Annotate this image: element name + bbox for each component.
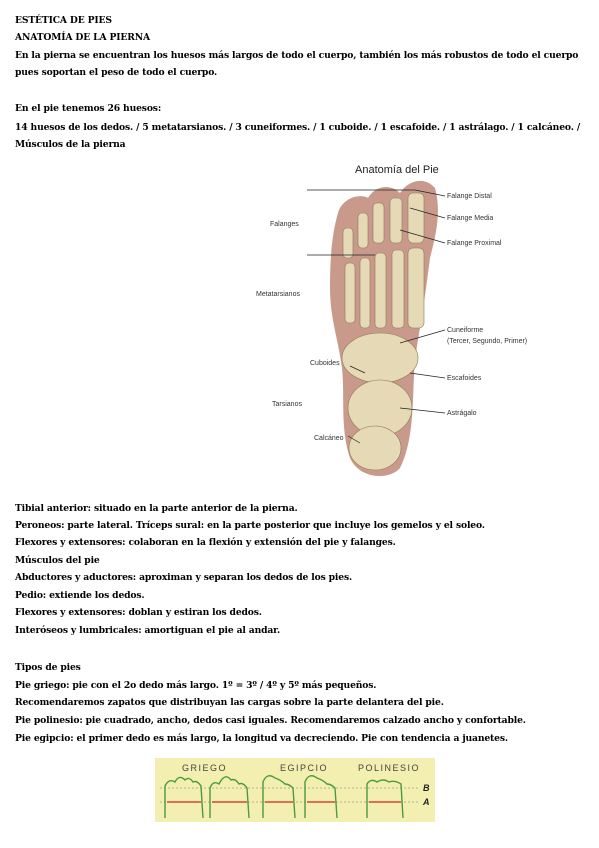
letter-a: A — [423, 797, 430, 807]
foot-bones-heading: En el pie tenemos 26 huesos: — [15, 103, 162, 114]
label-polinesio: POLINESIO — [358, 763, 421, 773]
label-cuneiforme: Cuneiforme — [447, 327, 484, 334]
doc-subtitle: ANATOMÍA DE LA PIERNA — [15, 32, 150, 43]
label-escafoides: Escafoides — [447, 375, 482, 382]
anatomy-title: Anatomía del Pie — [355, 164, 439, 176]
foot-types-figure — [155, 758, 435, 822]
label-astragalo: Astrágalo — [447, 410, 477, 417]
type-line-1: Pie griego: pie con el 2o dedo más largo. 1º = 3º / 4º y 5º más pequeños. — [15, 680, 377, 691]
label-falange-media: Falange Media — [447, 215, 494, 222]
type-line-2: Recomendaremos zapatos que distribuyan las cargas sobre la parte delantera del pie. — [15, 697, 444, 708]
label-metatarsianos: Metatarsianos — [256, 291, 300, 298]
type-line-3: Pie polinesio: pie cuadrado, ancho, dedos casi iguales. Recomendaremos calzado ancho y confortable. — [15, 715, 526, 726]
foot-muscle-line-3: Flexores y extensores: doblan y estiran los dedos. — [15, 607, 262, 618]
foot-bones-list: 14 huesos de los dedos. / 5 metatarsianos. / 3 cuneiformes. / 1 cuboide. / 1 escafoide. / 1 astrálago. / 1 calcáneo. / Músculos de la pierna — [15, 122, 581, 150]
label-tarsianos: Tarsianos — [272, 401, 302, 408]
letter-b: B — [423, 783, 430, 793]
label-calcaneo: Calcáneo — [314, 435, 344, 442]
label-cuneiforme-detail: (Tercer, Segundo, Primer) — [447, 338, 528, 345]
label-cuboides: Cuboides — [310, 360, 340, 367]
label-griego: GRIEGO — [182, 763, 228, 773]
muscle-line-1: Tibial anterior: situado en la parte anterior de la pierna. — [15, 503, 298, 514]
label-falange-distal: Falange Distal — [447, 193, 492, 200]
foot-muscles-heading: Músculos del pie — [15, 555, 100, 566]
label-falanges: Falanges — [270, 221, 299, 228]
types-heading: Tipos de pies — [15, 662, 81, 673]
muscle-line-3: Flexores y extensores: colaboran en la flexión y extensión del pie y falanges. — [15, 537, 396, 548]
doc-title: ESTÉTICA DE PIES — [15, 15, 112, 26]
label-egipcio: EGIPCIO — [280, 763, 329, 773]
foot-anatomy-figure — [250, 158, 535, 483]
foot-muscle-line-1: Abductores y aductores: aproximan y separan los dedos de los pies. — [15, 572, 353, 583]
foot-muscle-line-4: Interóseos y lumbricales: amortiguan el pie al andar. — [15, 625, 281, 636]
label-falange-proximal: Falange Proximal — [447, 240, 502, 247]
intro-paragraph: En la pierna se encuentran los huesos más largos de todo el cuerpo, también los más robustos de todo el cuerpo pues soportan el peso de todo el cuerpo. — [15, 50, 579, 78]
foot-muscle-line-2: Pedio: extiende los dedos. — [15, 590, 145, 601]
muscle-line-2: Peroneos: parte lateral. Tríceps sural: en la parte posterior que incluye los gemelos y el soleo. — [15, 520, 485, 531]
type-line-4: Pie egipcio: el primer dedo es más largo, la longitud va decreciendo. Pie con tendencia a juanetes. — [15, 733, 508, 744]
